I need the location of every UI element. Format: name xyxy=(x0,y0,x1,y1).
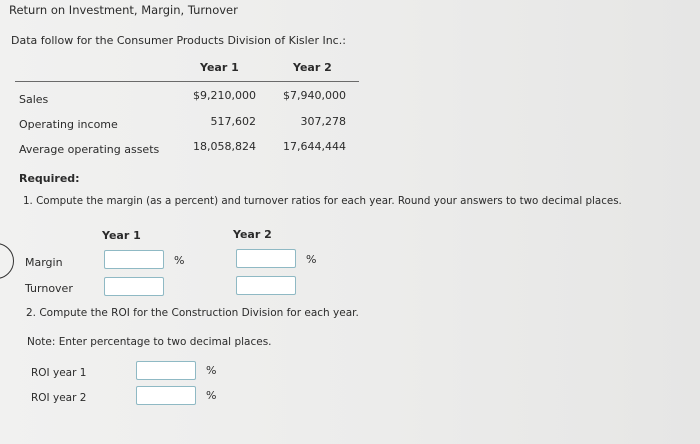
question-2-text: 2. Compute the ROI for the Construction Division for each year. xyxy=(26,307,359,319)
table-row-assets-year2: 17,644,444 xyxy=(283,140,346,153)
roi-year1-percent: % xyxy=(206,364,217,377)
current-question-marker xyxy=(0,243,14,279)
turnover-label: Turnover xyxy=(25,282,73,295)
roi-year1-input[interactable] xyxy=(136,361,196,380)
table-row-sales-year2: $7,940,000 xyxy=(283,89,346,102)
table-header-rule xyxy=(15,81,359,82)
page-title: Return on Investment, Margin, Turnover xyxy=(9,3,238,17)
turnover-year1-input[interactable] xyxy=(104,277,164,296)
question-2-note: Note: Enter percentage to two decimal places. xyxy=(27,336,272,348)
table-row-sales-year1: $9,210,000 xyxy=(193,89,256,102)
table-row-assets-year1: 18,058,824 xyxy=(193,140,256,153)
table-row-operating-income-year2: 307,278 xyxy=(300,115,346,128)
roi-year2-percent: % xyxy=(206,389,217,402)
required-label: Required: xyxy=(19,172,80,185)
roi-year1-label: ROI year 1 xyxy=(31,367,87,379)
roi-year2-label: ROI year 2 xyxy=(31,392,87,404)
intro-text: Data follow for the Consumer Products Division of Kisler Inc.: xyxy=(11,34,346,47)
question-1-text: 1. Compute the margin (as a percent) and turnover ratios for each year. Round your answers to two decimal places. xyxy=(23,195,622,207)
margin-year1-percent: % xyxy=(174,254,185,267)
roi-year2-input[interactable] xyxy=(136,386,196,405)
table-header-year2: Year 2 xyxy=(293,61,332,74)
table-header-year1: Year 1 xyxy=(200,61,239,74)
table-row-sales-label: Sales xyxy=(19,93,49,106)
margin-year1-input[interactable] xyxy=(104,250,164,269)
margin-label: Margin xyxy=(25,256,63,269)
table-row-operating-income-year1: 517,602 xyxy=(210,115,256,128)
q1-header-year1: Year 1 xyxy=(102,229,141,242)
margin-year2-percent: % xyxy=(306,253,317,266)
q1-header-year2: Year 2 xyxy=(233,228,272,241)
table-row-assets-label: Average operating assets xyxy=(19,143,160,156)
margin-year2-input[interactable] xyxy=(236,249,296,268)
turnover-year2-input[interactable] xyxy=(236,276,296,295)
table-row-operating-income-label: Operating income xyxy=(19,118,118,131)
